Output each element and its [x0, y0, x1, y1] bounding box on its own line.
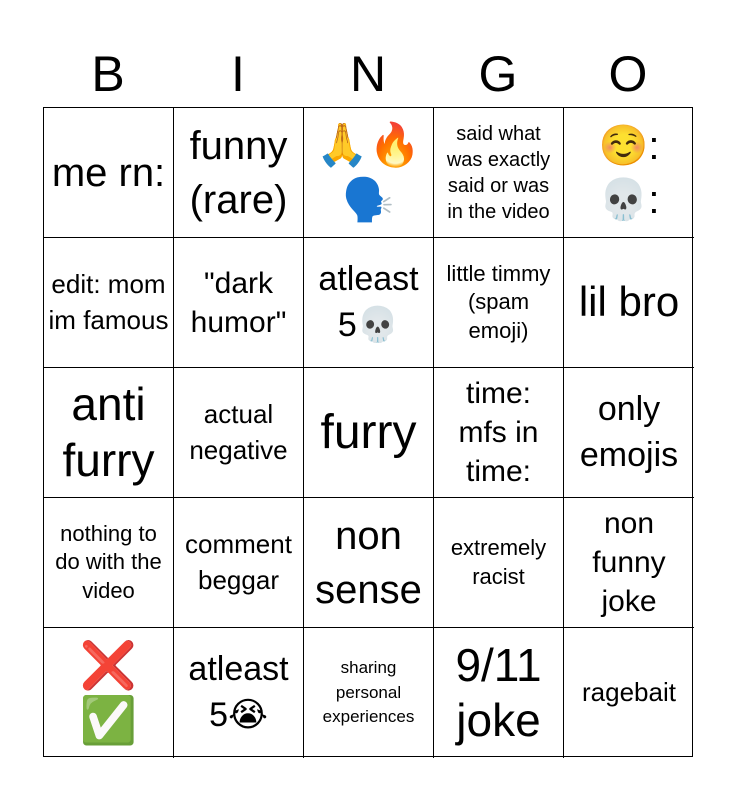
bingo-cell-text: ❌ ✅: [79, 638, 138, 746]
bingo-cell[interactable]: [304, 108, 434, 238]
bingo-cell-text: "dark humor": [190, 266, 287, 339]
bingo-cell-text: lil bro: [578, 278, 680, 326]
bingo-cell-text: 9/11 joke: [455, 638, 542, 746]
header-letter-b: B: [91, 46, 125, 102]
bingo-cell[interactable]: [564, 238, 694, 368]
bingo-cell-text: little timmy (spam emoji): [446, 260, 551, 343]
bingo-cell[interactable]: [44, 368, 174, 498]
bingo-cell[interactable]: [44, 108, 174, 238]
bingo-cell-text: ragebait: [582, 677, 676, 708]
bingo-cell[interactable]: [434, 108, 564, 238]
bingo-cell[interactable]: [174, 628, 304, 758]
bingo-cell[interactable]: [304, 368, 434, 498]
bingo-cell[interactable]: [434, 498, 564, 628]
bingo-cell[interactable]: [304, 628, 434, 758]
bingo-cell[interactable]: [304, 238, 434, 368]
bingo-cell-text: atleast 5💀: [318, 259, 419, 344]
bingo-cell-text: nothing to do with the video: [55, 520, 162, 603]
bingo-cell-text: funny (rare): [189, 123, 288, 222]
bingo-cell[interactable]: [434, 368, 564, 498]
bingo-cell[interactable]: [44, 498, 174, 628]
bingo-cell[interactable]: [174, 498, 304, 628]
bingo-cell-text: comment beggar: [185, 529, 292, 595]
header-letter-n: N: [349, 46, 387, 102]
bingo-cell[interactable]: [564, 628, 694, 758]
bingo-cell[interactable]: [174, 108, 304, 238]
bingo-header: [43, 42, 693, 106]
bingo-cell-text: me rn:: [51, 150, 166, 195]
bingo-cell[interactable]: [44, 628, 174, 758]
bingo-cell-text: extremely racist: [450, 534, 547, 589]
bingo-cell[interactable]: [564, 498, 694, 628]
bingo-cell[interactable]: [564, 108, 694, 238]
bingo-cell-text: anti furry: [62, 378, 155, 486]
header-letter-i: I: [231, 46, 245, 102]
bingo-cell-text: atleast 5😭: [188, 650, 289, 734]
bingo-cell[interactable]: [174, 368, 304, 498]
bingo-cell-text: time: mfs in time:: [458, 377, 539, 488]
header-letter-o: O: [608, 46, 648, 102]
bingo-cell-text: said what was exactly said or was in the video: [446, 122, 551, 223]
bingo-cell[interactable]: [434, 628, 564, 758]
bingo-cell-text: ☺️: 💀:: [598, 123, 660, 222]
bingo-cell-text: 🙏🔥🗣️: [316, 120, 421, 223]
bingo-cell[interactable]: [304, 498, 434, 628]
bingo-cell[interactable]: [434, 238, 564, 368]
header-letter-g: G: [478, 46, 518, 102]
bingo-cell[interactable]: [564, 368, 694, 498]
bingo-cell-text: non sense: [315, 513, 422, 612]
bingo-cell-text: actual negative: [189, 399, 288, 465]
bingo-cell[interactable]: [44, 238, 174, 368]
bingo-cell-text: sharing personal experiences: [322, 658, 415, 727]
bingo-cell-text: only emojis: [579, 389, 679, 474]
bingo-cell-text: non funny joke: [592, 507, 666, 618]
bingo-cell[interactable]: [174, 238, 304, 368]
bingo-cell-text: furry: [320, 405, 417, 459]
bingo-board: [43, 107, 693, 757]
bingo-cell-text: edit: mom im famous: [48, 269, 169, 335]
